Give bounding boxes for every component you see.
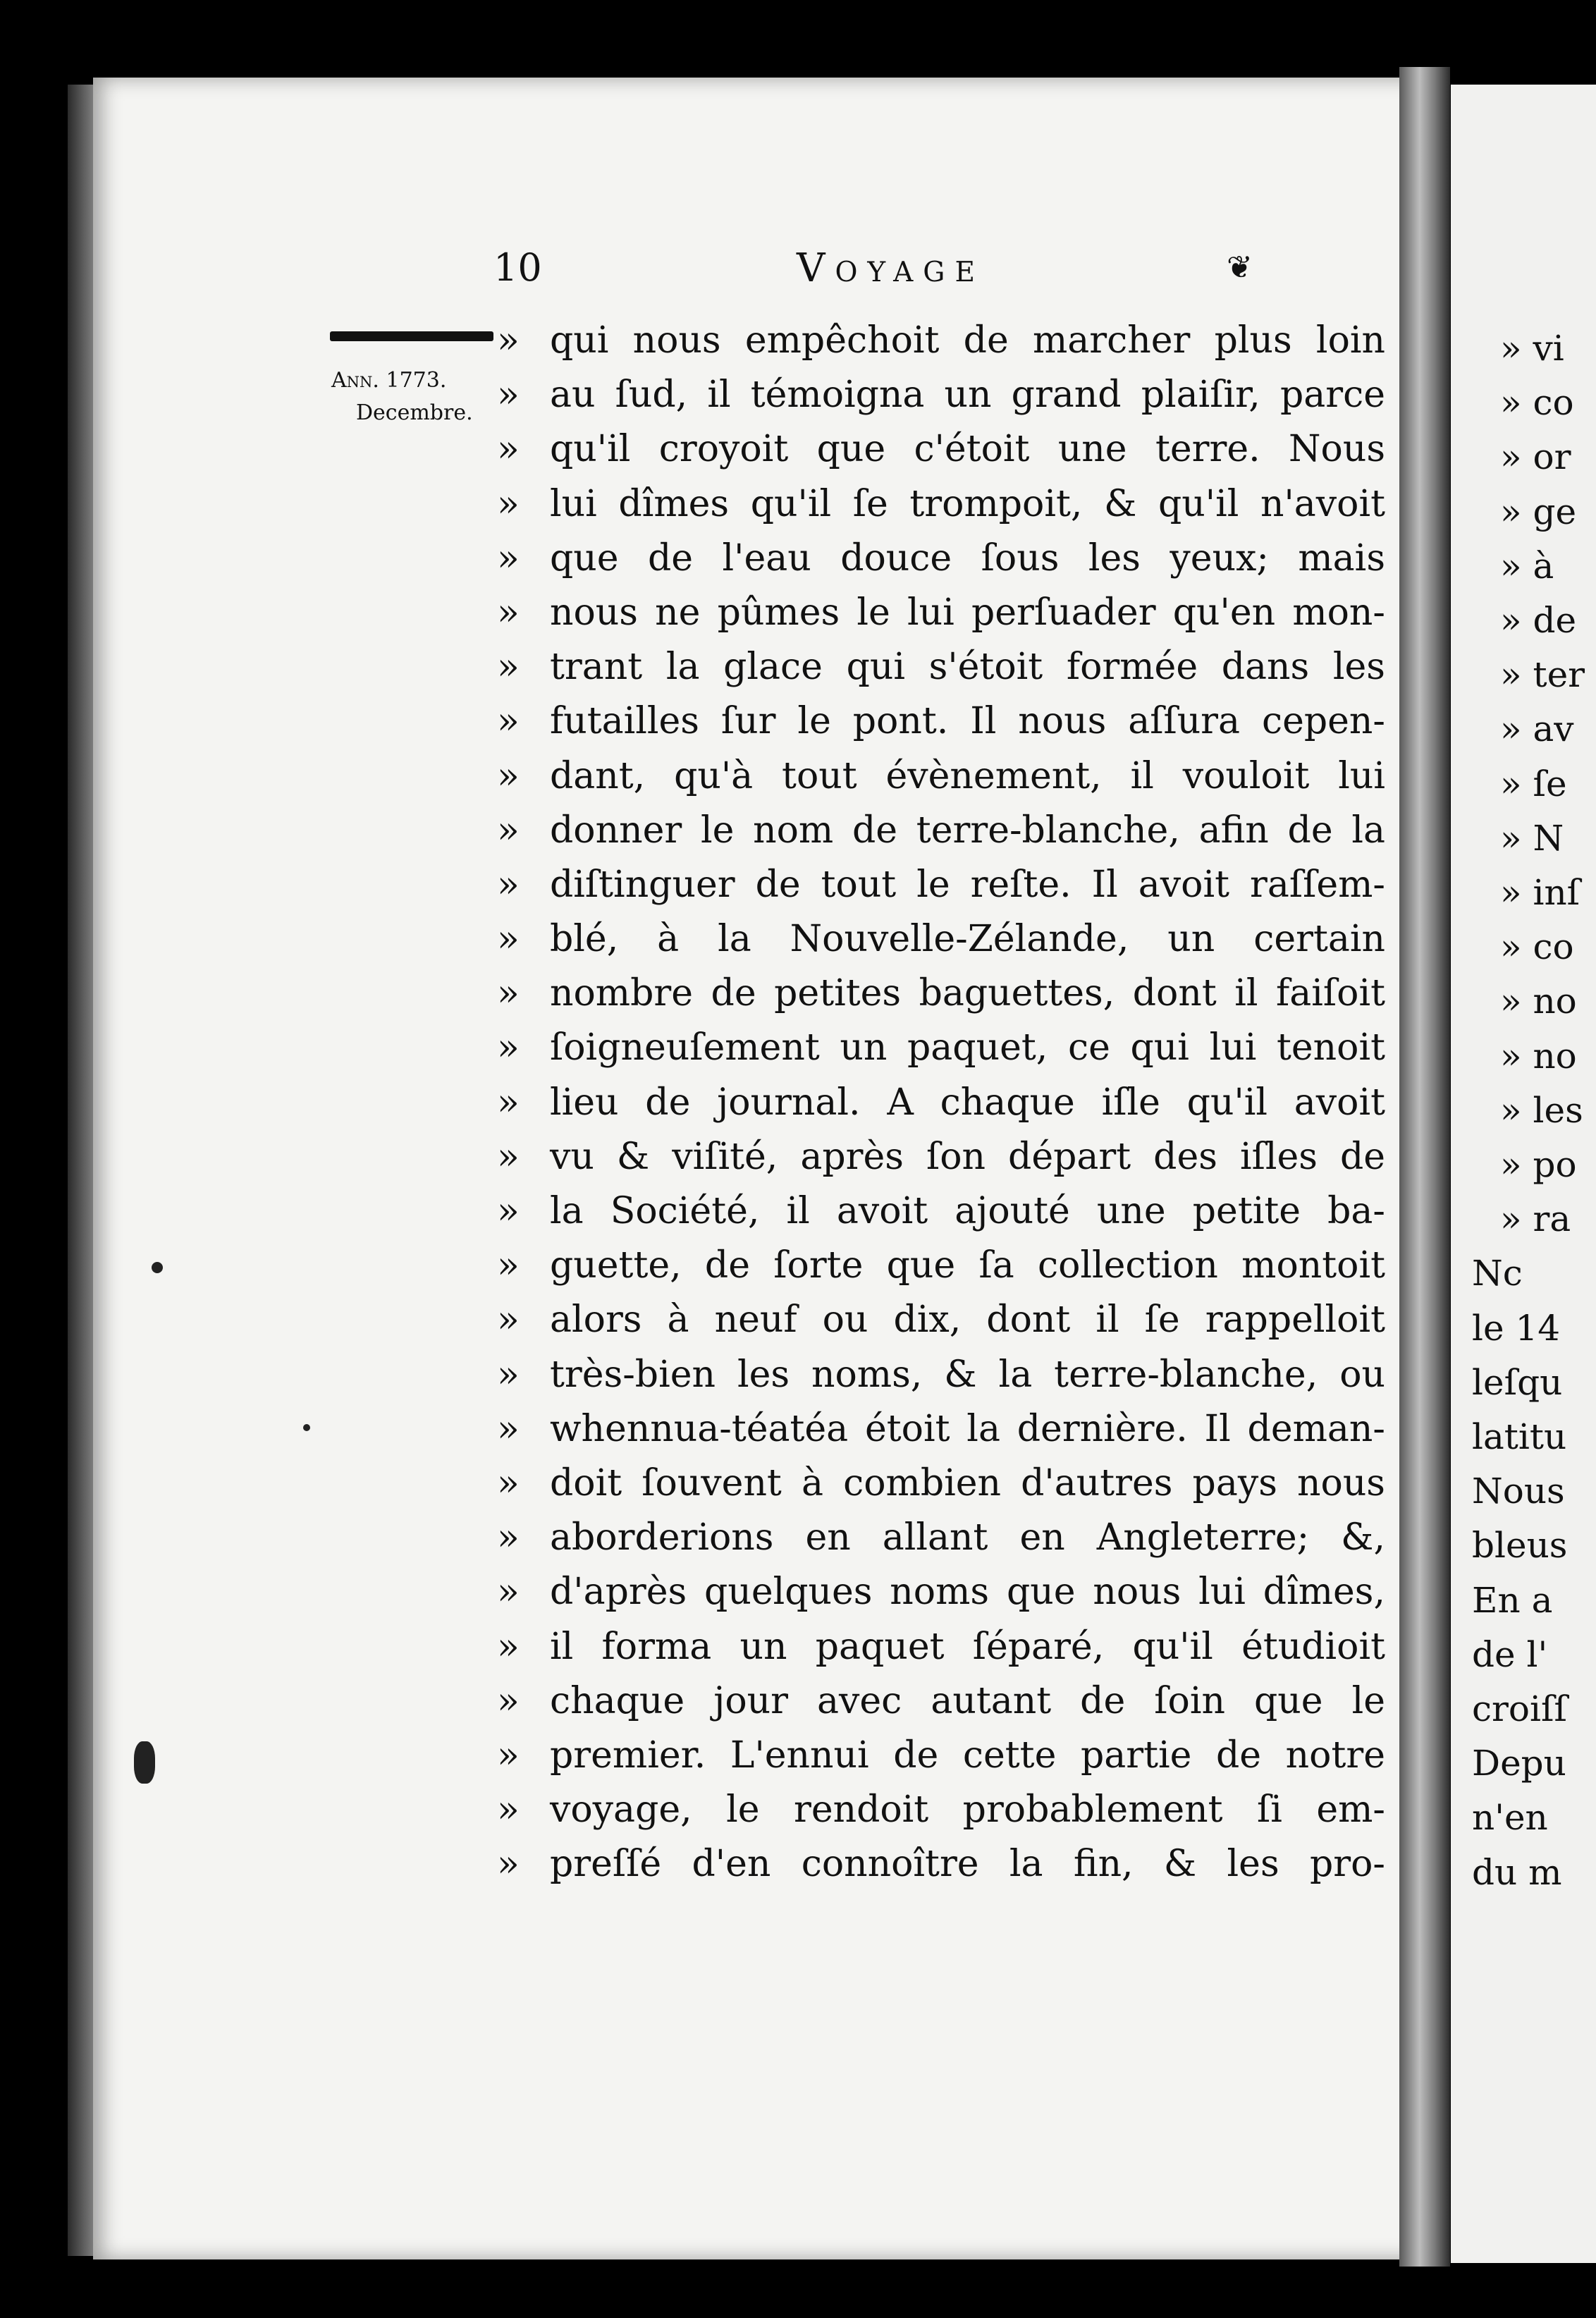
text-line <box>497 422 1385 477</box>
text-line <box>497 1565 1385 1619</box>
text-line <box>497 1674 1385 1729</box>
right-page-fragment: » no <box>1500 1035 1577 1077</box>
text-line <box>497 1402 1385 1457</box>
right-page-fragment: leſqu <box>1472 1361 1563 1403</box>
text-line <box>497 967 1385 1021</box>
text-line <box>497 368 1385 422</box>
text-line <box>497 804 1385 858</box>
line-text: il forma un paquet ſéparé, qu'il étudioit <box>550 1625 1385 1668</box>
text-line <box>497 1021 1385 1075</box>
line-text: alors à neuf ou dix, dont il ſe rappelloit <box>550 1299 1385 1342</box>
quote-mark: » <box>497 754 520 797</box>
right-page-fragment: bleus <box>1472 1525 1568 1566</box>
right-page-fragment: » ſe <box>1500 763 1567 804</box>
line-text: premier. L'ennui de cette partie de notre <box>550 1734 1385 1777</box>
ink-speck <box>152 1262 163 1273</box>
text-line <box>497 1239 1385 1293</box>
line-text: qui nous empêchoit de marcher plus loin <box>550 319 1385 362</box>
text-line <box>497 586 1385 640</box>
quote-mark: » <box>497 1190 520 1232</box>
line-text: guette, de ſorte que ſa collection montoit <box>550 1244 1385 1287</box>
right-page-fragment: Nous <box>1472 1471 1565 1512</box>
right-page-fragment: » de <box>1500 600 1577 641</box>
ink-blot <box>134 1741 155 1784</box>
quote-mark: » <box>497 1625 520 1668</box>
right-page-fragment: Nc <box>1472 1253 1523 1294</box>
line-text: ſoigneuſement un paquet, ce qui lui tenoit <box>550 1026 1385 1069</box>
quote-mark: » <box>497 1135 520 1178</box>
text-line <box>497 912 1385 967</box>
line-text: que de l'eau douce ſous les yeux; mais <box>550 536 1385 580</box>
quote-mark: » <box>497 1353 520 1396</box>
line-text: futailles ſur le pont. Il nous aſſura cepen- <box>550 700 1385 743</box>
line-text: trant la glace qui s'étoit formée dans les <box>550 646 1385 689</box>
right-page-fragment: du m <box>1472 1851 1562 1893</box>
quote-mark: » <box>497 1843 520 1886</box>
line-text: whennua-téatéa étoit la dernière. Il deman- <box>550 1407 1385 1450</box>
line-text: vu & viſité, après ſon départ des iſles de <box>550 1135 1385 1178</box>
right-page-fragment: » co <box>1500 926 1574 968</box>
line-text: doit ſouvent à combien d'autres pays nous <box>550 1461 1385 1504</box>
text-line <box>497 858 1385 912</box>
text-line <box>497 1511 1385 1565</box>
text-line <box>497 749 1385 804</box>
quote-mark: » <box>497 1244 520 1287</box>
line-text: au ſud, il témoigna un grand plaiſir, parce <box>550 374 1385 417</box>
quote-mark: » <box>497 1461 520 1504</box>
quote-mark: » <box>497 809 520 852</box>
right-page-fragment: Depu <box>1472 1743 1566 1784</box>
line-text: qu'il croyoit que c'étoit une terre. Nous <box>550 428 1385 471</box>
quote-mark: » <box>497 428 520 471</box>
text-line <box>497 1348 1385 1402</box>
quote-mark: » <box>497 319 520 362</box>
right-page-fragment: » vi <box>1500 328 1564 369</box>
line-text: très-bien les noms, & la terre-blanche, ou <box>550 1353 1385 1396</box>
right-page-fragment: » av <box>1500 709 1574 750</box>
text-line <box>497 1457 1385 1511</box>
line-text: diſtinguer de tout le reſte. Il avoit raſſem- <box>550 863 1385 906</box>
right-page-fragment: En a <box>1472 1579 1553 1621</box>
text-line <box>497 1620 1385 1674</box>
line-text: aborderions en allant en Angleterre; &, <box>550 1516 1385 1559</box>
line-text: chaque jour avec autant de ſoin que le <box>550 1679 1385 1722</box>
line-text: donner le nom de terre-blanche, afin de la <box>550 809 1385 852</box>
ornament-icon: ❦ <box>1227 250 1253 286</box>
right-page-fragment: » les <box>1500 1089 1583 1131</box>
margin-note-year: Ann. 1773. <box>331 368 447 393</box>
margin-rule <box>330 331 493 341</box>
body-text <box>497 314 1385 1891</box>
page-number: 10 <box>493 245 542 290</box>
quote-mark: » <box>497 1789 520 1832</box>
quote-mark: » <box>497 536 520 580</box>
right-page-fragment: » no <box>1500 981 1577 1022</box>
page-header <box>493 245 1339 295</box>
quote-mark: » <box>497 374 520 417</box>
quote-mark: » <box>497 591 520 634</box>
running-title: Voyage <box>797 245 985 291</box>
right-page <box>1451 85 1596 2263</box>
text-line <box>497 1783 1385 1837</box>
quote-mark: » <box>497 482 520 525</box>
quote-mark: » <box>497 700 520 743</box>
quote-mark: » <box>497 1299 520 1342</box>
quote-mark: » <box>497 1734 520 1777</box>
line-text: blé, à la Nouvelle-Zélande, un certain <box>550 918 1385 961</box>
right-page-fragment: le 14 <box>1472 1307 1561 1349</box>
quote-mark: » <box>497 972 520 1015</box>
quote-mark: » <box>497 1081 520 1124</box>
right-page-fragment: latitu <box>1472 1416 1567 1457</box>
text-line <box>497 477 1385 532</box>
right-page-fragment: » or <box>1500 436 1571 478</box>
right-page-fragment: » N <box>1500 817 1564 859</box>
text-line <box>497 1184 1385 1239</box>
quote-mark: » <box>497 1516 520 1559</box>
text-line <box>497 1729 1385 1783</box>
quote-mark: » <box>497 1679 520 1722</box>
right-page-fragment: » ter <box>1500 654 1585 696</box>
line-text: dant, qu'à tout évènement, il vouloit lui <box>550 754 1385 797</box>
text-line <box>497 640 1385 694</box>
line-text: preſſé d'en connoître la fin, & les pro- <box>550 1843 1385 1886</box>
book-gutter <box>1399 67 1450 2267</box>
line-text: nombre de petites baguettes, dont il faiſoit <box>550 972 1385 1015</box>
quote-mark: » <box>497 918 520 961</box>
line-text: d'après quelques noms que nous lui dîmes, <box>550 1571 1385 1614</box>
right-page-fragment: » co <box>1500 382 1574 424</box>
text-line <box>497 532 1385 586</box>
quote-mark: » <box>497 646 520 689</box>
line-text: voyage, le rendoit probablement ſi em- <box>550 1789 1385 1832</box>
right-page-fragment: » ra <box>1500 1198 1571 1240</box>
right-page-fragment: n'en <box>1472 1797 1548 1839</box>
line-text: lui dîmes qu'il ſe trompoit, & qu'il n'avoit <box>550 482 1385 525</box>
right-page-fragment: » ge <box>1500 491 1577 532</box>
text-line <box>497 694 1385 749</box>
right-page-fragment: » inſ <box>1500 872 1580 913</box>
right-page-fragment: » po <box>1500 1144 1577 1185</box>
quote-mark: » <box>497 1026 520 1069</box>
text-line <box>497 1076 1385 1130</box>
right-page-fragment: croiſſ <box>1472 1688 1568 1729</box>
quote-mark: » <box>497 863 520 906</box>
line-text: lieu de journal. A chaque iſle qu'il avoit <box>550 1081 1385 1124</box>
right-page-fragment: » à <box>1500 545 1554 587</box>
text-line <box>497 1130 1385 1184</box>
text-line <box>497 314 1385 368</box>
ink-speck <box>303 1424 310 1431</box>
line-text: nous ne pûmes le lui perſuader qu'en mon- <box>550 591 1385 634</box>
line-text: la Société, il avoit ajouté une petite ba- <box>550 1190 1385 1232</box>
quote-mark: » <box>497 1571 520 1614</box>
text-line <box>497 1293 1385 1347</box>
right-page-fragment: de l' <box>1472 1633 1548 1675</box>
text-line <box>497 1837 1385 1891</box>
quote-mark: » <box>497 1407 520 1450</box>
margin-note-month: Decembre. <box>356 400 473 425</box>
